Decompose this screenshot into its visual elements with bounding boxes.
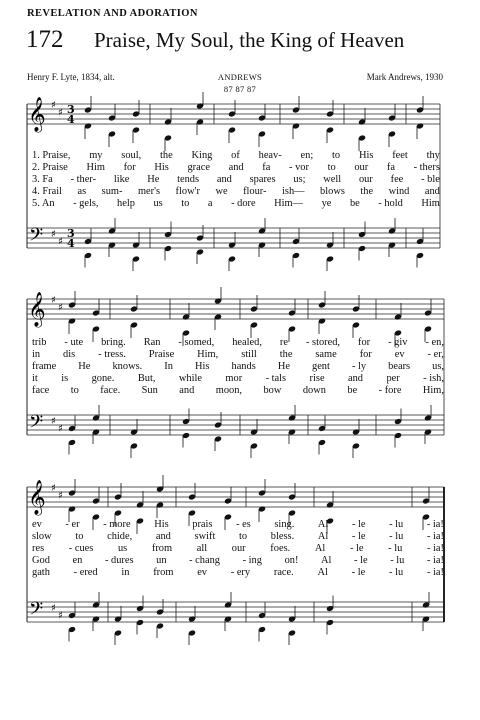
lyric-syllable: us, (432, 361, 444, 373)
music-credit: Mark Andrews, 1930 (366, 72, 443, 82)
lyric-syllable: - ther- (70, 174, 97, 186)
verse-line (32, 361, 444, 373)
lyric-syllable: swift (194, 531, 216, 543)
verse-line (32, 531, 444, 543)
verse-line (32, 385, 444, 397)
lyric-syllable: mer's (137, 186, 161, 198)
lyric-syllable: - le (351, 567, 366, 579)
lyric-syllable: Al (317, 519, 329, 530)
lyric-syllable: His (154, 519, 169, 530)
lyric-syllable: from (151, 543, 173, 555)
lyric-syllable: to (327, 162, 336, 174)
lyric-syllable: - ia! (426, 519, 444, 530)
lyric-syllable: dis (63, 349, 76, 361)
lyric-syllable: grace (187, 162, 210, 174)
hymn-number: 172 (26, 26, 64, 53)
lyric-syllable: slow (32, 531, 52, 543)
bass-clef-icon: 𝄢 (29, 412, 44, 437)
time-signature: 4 (67, 237, 75, 250)
lyric-syllable: Al (314, 543, 326, 555)
lyric-syllable: soul, (121, 150, 142, 161)
lyric-syllable: flour- (243, 186, 267, 198)
lyric-syllable: - ia! (426, 555, 444, 567)
lyric-syllable: - stored, (305, 337, 341, 348)
lyric-syllable: - gels, (73, 198, 99, 210)
lyric-syllable: God (32, 555, 50, 567)
lyric-syllable: - ery (230, 567, 251, 579)
lyric-syllable: face (32, 385, 50, 397)
lyric-syllable: - cues (68, 543, 94, 555)
sharp-icon: ♯ (51, 229, 56, 240)
lyric-syllable: in (32, 349, 41, 361)
lyric-syllable: we (215, 186, 228, 198)
lyric-syllable: same (315, 349, 337, 361)
lyric-syllable: Praise (148, 349, 175, 361)
sharp-icon: ♯ (51, 603, 56, 614)
lyric-syllable: res (32, 543, 45, 555)
verse-line (32, 174, 440, 186)
lyric-syllable: and (228, 162, 244, 174)
lyrics-system-1 (32, 150, 440, 210)
verse-line (32, 519, 444, 531)
lyric-syllable: In (164, 361, 173, 373)
lyric-syllable: ish— (282, 186, 305, 198)
lyric-syllable: bears (388, 361, 411, 373)
lyric-syllable: like (113, 174, 130, 186)
tune-meter: 87 87 87 (223, 84, 257, 94)
lyric-syllable: for (123, 162, 136, 174)
lyric-syllable: be (349, 198, 360, 210)
sharp-icon: ♯ (58, 610, 63, 622)
lyric-syllable: - thers (413, 162, 440, 174)
lyric-syllable: ev (197, 567, 207, 579)
lyric-syllable: - tals (265, 373, 287, 385)
lyric-syllable: Him, (422, 385, 444, 397)
treble-clef-icon: 𝄞 (28, 292, 46, 327)
lyric-syllable: - chang (189, 555, 220, 567)
lyric-syllable: knows. (112, 361, 143, 373)
lyric-syllable: for (358, 337, 371, 348)
lyric-syllable: rise (309, 373, 325, 385)
lyric-syllable: to (75, 531, 84, 543)
lyric-syllable: - er, (427, 349, 444, 361)
lyric-syllable: a (207, 198, 213, 210)
lyric-syllable: and (216, 174, 232, 186)
lyric-syllable: to (332, 150, 341, 161)
lyric-syllable: Al (317, 567, 328, 579)
lyric-syllable: from (153, 567, 174, 579)
lyric-syllable: - ia! (426, 531, 444, 543)
lyric-syllable: mor (225, 373, 243, 385)
lyric-syllable: Him— (274, 198, 304, 210)
lyric-syllable: - dore (231, 198, 256, 210)
lyric-syllable: to (181, 198, 190, 210)
lyric-syllable: as (77, 186, 87, 198)
section-heading: REVELATION AND ADORATION (27, 8, 198, 19)
lyric-syllable: face. (100, 385, 121, 397)
lyric-syllable: bless. (270, 531, 295, 543)
lyric-syllable: flow'r (175, 186, 200, 198)
verse-line (32, 337, 444, 349)
lyric-syllable: Him (421, 198, 440, 210)
text-credit: Henry F. Lyte, 1834, alt. (27, 72, 115, 82)
lyric-syllable: He (277, 361, 290, 373)
lyric-syllable: - ered (73, 567, 98, 579)
time-signature: 4 (67, 113, 75, 126)
lyric-syllable: - ish, (423, 373, 444, 385)
lyric-syllable: us (117, 543, 128, 555)
sharp-icon: ♯ (51, 295, 56, 306)
lyric-syllable: well (323, 174, 342, 186)
lyric-syllable: - somed, (178, 337, 215, 348)
lyric-syllable: His (154, 162, 169, 174)
lyric-syllable: it (32, 373, 38, 385)
lyric-syllable: foes. (270, 543, 291, 555)
verse-line (32, 349, 444, 361)
lyric-syllable: is (61, 373, 69, 385)
sharp-icon: ♯ (51, 100, 56, 111)
lyric-syllable: ev (32, 519, 42, 530)
hymn-title: Praise, My Soul, the King of Heaven (94, 28, 405, 52)
bass-clef-icon: 𝄢 (29, 599, 44, 624)
lyric-syllable: for (359, 349, 372, 361)
verse-line (32, 186, 440, 198)
lyric-syllable: Sun (141, 385, 158, 397)
lyric-syllable: the (160, 150, 173, 161)
lyric-syllable: of (231, 150, 240, 161)
lyric-syllable: re (279, 337, 288, 348)
sharp-icon: ♯ (58, 302, 63, 314)
lyric-syllable: down (302, 385, 326, 397)
lyric-syllable: - ly (351, 361, 367, 373)
lyric-syllable: our (231, 543, 246, 555)
verse-line (32, 162, 440, 174)
lyric-syllable: help (117, 198, 135, 210)
lyric-syllable: to (70, 385, 79, 397)
lyric-syllable: He (78, 361, 91, 373)
lyric-syllable: Him, (197, 349, 219, 361)
lyric-syllable: - fore (378, 385, 402, 397)
lyric-syllable: - es (236, 519, 251, 530)
bass-clef-icon: 𝄢 (29, 225, 44, 250)
lyric-syllable: wind (388, 186, 410, 198)
lyric-syllable: in (121, 567, 130, 579)
verse-line (32, 567, 444, 579)
lyric-syllable: race. (273, 567, 294, 579)
lyric-syllable: on! (284, 555, 299, 567)
sharp-icon: ♯ (58, 107, 63, 119)
lyric-syllable: - le (351, 519, 366, 530)
lyric-syllable: - lu (389, 519, 404, 530)
lyric-syllable: - lu (389, 531, 404, 543)
lyric-syllable: King (191, 150, 213, 161)
lyric-syllable: still (241, 349, 257, 361)
lyric-syllable: But, (137, 373, 156, 385)
lyric-syllable: - ia! (426, 543, 444, 555)
lyric-syllable: Ran (143, 337, 161, 348)
lyric-syllable: blows (320, 186, 345, 198)
lyric-syllable: sum- (101, 186, 123, 198)
lyric-syllable: 2. Praise (32, 162, 68, 174)
lyric-syllable: His (358, 150, 374, 161)
lyric-syllable: un (156, 555, 167, 567)
verse-line (32, 150, 440, 162)
lyric-syllable: 1. Praise, (32, 150, 71, 161)
verse-line (32, 543, 444, 555)
lyric-syllable: 3. Fa (32, 174, 53, 186)
lyric-syllable: and (348, 373, 364, 385)
lyric-syllable: - more (103, 519, 131, 530)
sharp-icon: ♯ (58, 490, 63, 502)
lyric-syllable: the (360, 186, 374, 198)
lyric-syllable: - vor (289, 162, 309, 174)
lyric-syllable: - lu (390, 555, 405, 567)
lyric-syllable: - ing (242, 555, 262, 567)
lyric-syllable: and (179, 385, 195, 397)
lyric-syllable: - dures (104, 555, 134, 567)
lyric-syllable: be (347, 385, 358, 397)
lyric-syllable: - ute (64, 337, 84, 348)
lyric-syllable: en; (300, 150, 314, 161)
lyrics-system-3 (32, 519, 444, 579)
lyric-syllable: hands (231, 361, 256, 373)
lyric-syllable: and (424, 186, 440, 198)
lyric-syllable: bring. (101, 337, 126, 348)
sharp-icon: ♯ (51, 416, 56, 427)
lyric-syllable: - le (354, 555, 368, 567)
lyric-syllable: 4. Frail (32, 186, 63, 198)
lyric-syllable: fa (262, 162, 271, 174)
lyric-syllable: Him (86, 162, 105, 174)
lyric-syllable: - giv (388, 337, 408, 348)
lyric-syllable: bow (263, 385, 282, 397)
treble-clef-icon: 𝄞 (28, 97, 46, 132)
sharp-icon: ♯ (58, 236, 63, 248)
lyric-syllable: - hold (378, 198, 403, 210)
lyric-syllable: all (196, 543, 208, 555)
lyric-syllable: thy (426, 150, 440, 161)
sharp-icon: ♯ (58, 423, 63, 435)
lyric-syllable: - le (351, 531, 366, 543)
sharp-icon: ♯ (51, 483, 56, 494)
lyric-syllable: spares (249, 174, 276, 186)
lyric-syllable: the (279, 349, 293, 361)
lyric-syllable: sing. (274, 519, 295, 530)
lyric-syllable: 5. An (32, 198, 55, 210)
lyric-syllable: - ble (421, 174, 440, 186)
lyric-syllable: while (178, 373, 202, 385)
lyric-syllable: gent (312, 361, 330, 373)
lyric-syllable: and (155, 531, 171, 543)
lyric-syllable: ye (321, 198, 332, 210)
lyric-syllable: prais (192, 519, 213, 530)
lyric-syllable: frame (32, 361, 57, 373)
lyric-syllable: tends (177, 174, 200, 186)
lyric-syllable: - lu (389, 567, 404, 579)
lyric-syllable: trib (32, 337, 47, 348)
lyric-syllable: our (358, 174, 373, 186)
lyric-syllable: to (239, 531, 248, 543)
tune-name: ANDREWS (217, 72, 263, 82)
verse-line (32, 555, 444, 567)
lyric-syllable: us (153, 198, 163, 210)
lyric-syllable: our (354, 162, 369, 174)
lyric-syllable: gath (32, 567, 50, 579)
lyric-syllable: moon, (215, 385, 243, 397)
lyric-syllable: feet (392, 150, 408, 161)
verse-line (32, 198, 440, 210)
lyric-syllable: chide, (107, 531, 133, 543)
treble-clef-icon: 𝄞 (28, 480, 46, 515)
time-signature: 3 (67, 103, 75, 116)
lyric-syllable: ev (394, 349, 405, 361)
lyric-syllable: us; (293, 174, 306, 186)
lyric-syllable: - ia! (426, 567, 444, 579)
lyric-syllable: gone. (91, 373, 115, 385)
lyric-syllable: - en, (425, 337, 444, 348)
lyric-syllable: - er (65, 519, 80, 530)
lyric-syllable: en (72, 555, 83, 567)
lyric-syllable: healed, (232, 337, 262, 348)
lyric-syllable: Al (317, 531, 329, 543)
lyric-syllable: Al (321, 555, 332, 567)
lyric-syllable: fa (386, 162, 395, 174)
lyric-syllable: He (147, 174, 160, 186)
lyric-syllable: my (89, 150, 103, 161)
lyric-syllable: - lu (388, 543, 403, 555)
time-signature: 3 (67, 227, 75, 240)
lyric-syllable: per (386, 373, 400, 385)
lyrics-system-2 (32, 337, 444, 397)
lyric-syllable: His (195, 361, 210, 373)
lyric-syllable: - tress. (98, 349, 126, 361)
lyric-syllable: heav- (258, 150, 282, 161)
verse-line (32, 373, 444, 385)
lyric-syllable: - le (349, 543, 364, 555)
lyric-syllable: fee (390, 174, 404, 186)
